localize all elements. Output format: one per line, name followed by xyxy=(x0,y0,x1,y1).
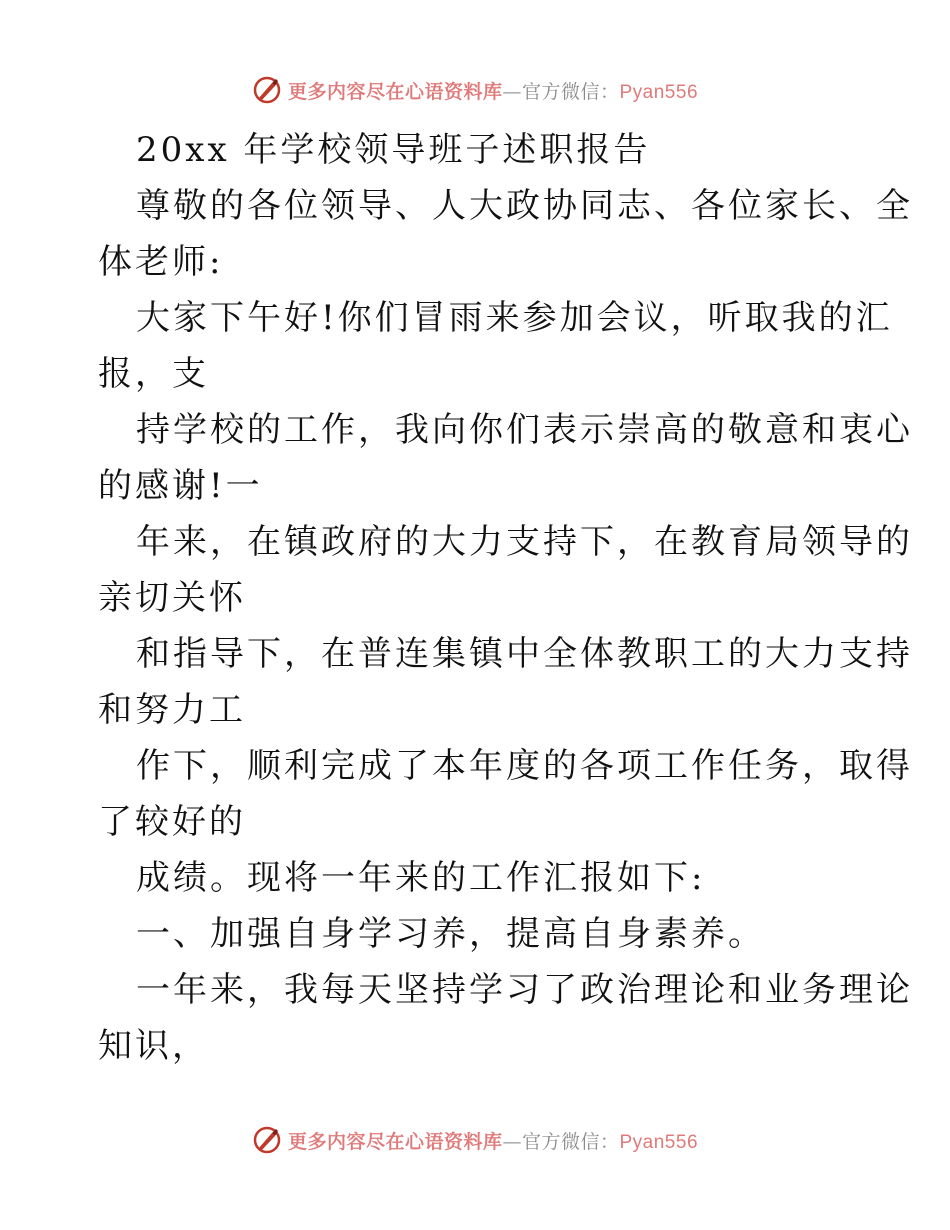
watermark-main-text: 更多内容尽在心语资料库 xyxy=(287,80,503,103)
document-title: 20xx 年学校领导班子述职报告 xyxy=(136,130,651,170)
text-line: 知识， xyxy=(98,1026,209,1066)
watermark-wechat-id: Pyan556 xyxy=(619,81,699,103)
watermark-official-label: 官方微信： xyxy=(521,1130,620,1153)
text-line: 了较好的 xyxy=(98,802,246,842)
text-line: 年来，在镇政府的大力支持下，在教育局领导的 xyxy=(136,522,913,562)
watermark-dash: — xyxy=(502,80,522,103)
text-line: 大家下午好!你们冒雨来参加会议，听取我的汇 xyxy=(136,298,893,338)
text-line: 亲切关怀 xyxy=(98,578,246,618)
text-line: 和努力工 xyxy=(98,690,246,730)
footer-watermark xyxy=(0,1120,950,1160)
text-line: 作下，顺利完成了本年度的各项工作任务，取得 xyxy=(136,746,913,786)
pen-logo-icon xyxy=(252,1125,282,1155)
watermark-main-text: 更多内容尽在心语资料库 xyxy=(287,1130,503,1153)
header-watermark xyxy=(0,70,950,110)
watermark-official-label: 官方微信： xyxy=(521,80,620,103)
text-line: 成绩。现将一年来的工作汇报如下: xyxy=(136,858,706,898)
watermark-wechat-id: Pyan556 xyxy=(619,1131,699,1153)
text-line: 持学校的工作，我向你们表示崇高的敬意和衷心 xyxy=(136,410,913,450)
pen-logo-icon xyxy=(252,75,282,105)
document-body xyxy=(98,122,913,1074)
text-line: 报，支 xyxy=(98,354,209,394)
text-line: 一年来，我每天坚持学习了政治理论和业务理论 xyxy=(136,970,913,1010)
text-line: 体老师: xyxy=(98,242,224,282)
watermark-dash: — xyxy=(502,1130,522,1153)
text-line: 和指导下，在普连集镇中全体教职工的大力支持 xyxy=(136,634,913,674)
text-line: 一、加强自身学习养，提高自身素养。 xyxy=(136,914,765,954)
text-line: 的感谢!一 xyxy=(98,466,263,506)
text-line: 尊敬的各位领导、人大政协同志、各位家长、全 xyxy=(136,186,913,226)
